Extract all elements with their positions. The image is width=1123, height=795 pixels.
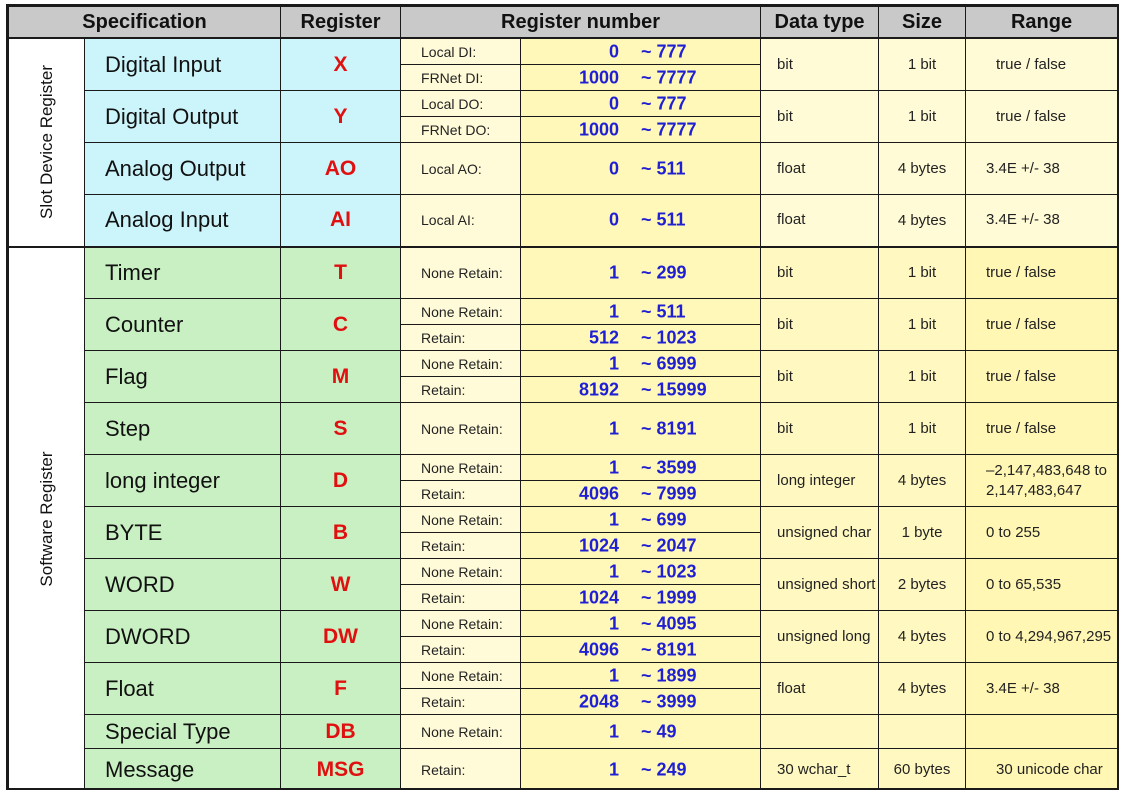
group-label-text: Slot Device Register — [36, 65, 56, 220]
data-type: bit — [761, 351, 879, 403]
range-end: ~ 3999 — [641, 691, 697, 711]
register-code: C — [281, 299, 401, 351]
range-end: ~ 511 — [641, 158, 686, 178]
data-type: bit — [761, 38, 879, 91]
range-start: 0 — [609, 209, 620, 230]
register-range — [521, 403, 761, 455]
value-range: 3.4E +/- 38 — [966, 143, 1118, 195]
spec-name: Special Type — [85, 715, 281, 749]
spec-name: Analog Output — [85, 143, 281, 195]
table-row — [9, 247, 1118, 299]
data-type: float — [761, 143, 879, 195]
header-range: Range — [966, 7, 1118, 39]
register-code: DB — [281, 715, 401, 749]
table-row — [9, 455, 1118, 481]
table-row — [9, 403, 1118, 455]
retain-label: Local AI: — [401, 195, 521, 247]
register-range — [521, 65, 761, 91]
spec-name: Float — [85, 663, 281, 715]
value-range: 0 to 65,535 — [966, 559, 1118, 611]
register-table-frame — [6, 4, 1119, 790]
range-end: ~ 49 — [641, 721, 677, 741]
retain-label: Local DO: — [401, 91, 521, 117]
range-end: ~ 7777 — [641, 119, 697, 139]
value-range: 3.4E +/- 38 — [966, 195, 1118, 247]
register-range — [521, 663, 761, 689]
data-type: float — [761, 195, 879, 247]
range-end: ~ 1023 — [641, 327, 697, 347]
range-start: 1000 — [578, 119, 620, 139]
table-row — [9, 715, 1118, 749]
register-code: MSG — [281, 749, 401, 791]
range-start: 4096 — [578, 483, 620, 503]
range-start: 0 — [609, 158, 620, 178]
header-register: Register — [281, 7, 401, 39]
range-start: 0 — [609, 93, 620, 113]
value-range: true / false — [966, 91, 1118, 143]
size: 1 bit — [879, 299, 966, 351]
register-range — [521, 325, 761, 351]
data-type: bit — [761, 247, 879, 299]
retain-label: Local DI: — [401, 38, 521, 65]
range-end: ~ 15999 — [641, 379, 707, 399]
register-code: M — [281, 351, 401, 403]
retain-label: Retain: — [401, 689, 521, 715]
range-end: ~ 7777 — [641, 67, 697, 87]
register-code: X — [281, 38, 401, 91]
range-start: 1 — [609, 561, 620, 581]
range-end: ~ 3599 — [641, 457, 697, 477]
spec-name: BYTE — [85, 507, 281, 559]
size: 4 bytes — [879, 663, 966, 715]
register-code: T — [281, 247, 401, 299]
spec-name: Flag — [85, 351, 281, 403]
retain-label: Retain: — [401, 533, 521, 559]
register-range — [521, 637, 761, 663]
value-range: true / false — [966, 247, 1118, 299]
range-end: ~ 8191 — [641, 639, 697, 659]
spec-name: Step — [85, 403, 281, 455]
range-start: 1 — [609, 418, 620, 438]
register-table — [8, 6, 1118, 790]
range-end: ~ 4095 — [641, 613, 697, 633]
range-start: 0 — [609, 41, 620, 61]
register-range — [521, 195, 761, 247]
register-range — [521, 507, 761, 533]
retain-label: None Retain: — [401, 299, 521, 325]
range-end: ~ 511 — [641, 209, 686, 230]
range-end: ~ 1899 — [641, 665, 697, 685]
range-start: 1024 — [578, 535, 620, 555]
spec-name: long integer — [85, 455, 281, 507]
retain-label: None Retain: — [401, 455, 521, 481]
retain-label: FRNet DI: — [401, 65, 521, 91]
retain-label: None Retain: — [401, 507, 521, 533]
register-range — [521, 91, 761, 117]
header-register-number: Register number — [401, 7, 761, 39]
size: 1 byte — [879, 507, 966, 559]
range-end: ~ 699 — [641, 509, 687, 529]
range-start: 1 — [609, 457, 620, 477]
table-row — [9, 91, 1118, 117]
retain-label: Retain: — [401, 481, 521, 507]
size: 4 bytes — [879, 611, 966, 663]
range-end: ~ 777 — [641, 93, 687, 113]
size: 4 bytes — [879, 143, 966, 195]
spec-name: Digital Output — [85, 91, 281, 143]
register-range — [521, 533, 761, 559]
register-range — [521, 455, 761, 481]
table-row — [9, 38, 1118, 65]
size: 1 bit — [879, 91, 966, 143]
data-type: bit — [761, 403, 879, 455]
register-code: Y — [281, 91, 401, 143]
register-range — [521, 377, 761, 403]
size: 2 bytes — [879, 559, 966, 611]
spec-name: WORD — [85, 559, 281, 611]
data-type: unsigned long — [761, 611, 879, 663]
size: 1 bit — [879, 247, 966, 299]
table-row — [9, 195, 1118, 247]
retain-label: None Retain: — [401, 715, 521, 749]
size: 1 bit — [879, 351, 966, 403]
register-range — [521, 299, 761, 325]
group-label-software — [9, 247, 85, 791]
range-start: 1 — [609, 721, 620, 741]
range-end: ~ 777 — [641, 41, 687, 61]
group-label-text: Software Register — [36, 451, 56, 587]
range-end: ~ 8191 — [641, 418, 697, 438]
retain-label: None Retain: — [401, 403, 521, 455]
data-type — [761, 715, 879, 749]
range-end: ~ 2047 — [641, 535, 697, 555]
register-code: AO — [281, 143, 401, 195]
data-type: long integer — [761, 455, 879, 507]
retain-label: Retain: — [401, 585, 521, 611]
range-start: 1000 — [578, 67, 620, 87]
range-end: ~ 299 — [641, 262, 687, 283]
header-row — [9, 7, 1118, 39]
register-code: B — [281, 507, 401, 559]
range-start: 2048 — [578, 691, 620, 711]
value-range: 0 to 4,294,967,295 — [966, 611, 1118, 663]
register-range — [521, 689, 761, 715]
header-data-type: Data type — [761, 7, 879, 39]
register-code: F — [281, 663, 401, 715]
value-range — [966, 715, 1118, 749]
size: 4 bytes — [879, 455, 966, 507]
range-start: 1 — [609, 665, 620, 685]
register-range — [521, 715, 761, 749]
range-start: 1 — [609, 613, 620, 633]
value-range: true / false — [966, 299, 1118, 351]
register-range — [521, 247, 761, 299]
register-code: DW — [281, 611, 401, 663]
register-range — [521, 351, 761, 377]
register-range — [521, 611, 761, 637]
data-type: 30 wchar_t — [761, 749, 879, 791]
value-range: true / false — [966, 38, 1118, 91]
range-start: 1024 — [578, 587, 620, 607]
range-end: ~ 7999 — [641, 483, 697, 503]
data-type: bit — [761, 299, 879, 351]
retain-label: Retain: — [401, 377, 521, 403]
value-range: 3.4E +/- 38 — [966, 663, 1118, 715]
range-start: 1 — [609, 301, 620, 321]
table-row — [9, 749, 1118, 791]
retain-label: Retain: — [401, 749, 521, 791]
size: 1 bit — [879, 38, 966, 91]
value-range: 30 unicode char — [966, 749, 1118, 791]
register-range — [521, 585, 761, 611]
range-start: 1 — [609, 759, 620, 779]
size: 1 bit — [879, 403, 966, 455]
table-row — [9, 507, 1118, 533]
retain-label: None Retain: — [401, 351, 521, 377]
retain-label: Retain: — [401, 637, 521, 663]
spec-name: Message — [85, 749, 281, 791]
register-range — [521, 559, 761, 585]
range-end: ~ 1999 — [641, 587, 697, 607]
size: 4 bytes — [879, 195, 966, 247]
register-range — [521, 38, 761, 65]
value-range: –2,147,483,648 to 2,147,483,647 — [966, 455, 1118, 507]
range-start: 1 — [609, 353, 620, 373]
spec-name: DWORD — [85, 611, 281, 663]
register-table-body — [9, 38, 1118, 790]
table-row — [9, 611, 1118, 637]
range-end: ~ 249 — [641, 759, 687, 779]
range-start: 4096 — [578, 639, 620, 659]
register-range — [521, 143, 761, 195]
range-end: ~ 1023 — [641, 561, 697, 581]
table-row — [9, 351, 1118, 377]
register-range — [521, 749, 761, 791]
retain-label: FRNet DO: — [401, 117, 521, 143]
range-end: ~ 6999 — [641, 353, 697, 373]
range-start: 1 — [609, 509, 620, 529]
data-type: float — [761, 663, 879, 715]
register-code: S — [281, 403, 401, 455]
range-start: 1 — [609, 262, 620, 283]
table-row — [9, 299, 1118, 325]
data-type: unsigned short — [761, 559, 879, 611]
spec-name: Counter — [85, 299, 281, 351]
range-start: 8192 — [578, 379, 620, 399]
register-range — [521, 481, 761, 507]
spec-name: Analog Input — [85, 195, 281, 247]
data-type: bit — [761, 91, 879, 143]
value-range: true / false — [966, 403, 1118, 455]
range-end: ~ 511 — [641, 301, 686, 321]
retain-label: Retain: — [401, 325, 521, 351]
register-code: D — [281, 455, 401, 507]
spec-name: Digital Input — [85, 38, 281, 91]
range-start: 512 — [588, 327, 620, 347]
value-range: 0 to 255 — [966, 507, 1118, 559]
size — [879, 715, 966, 749]
table-row — [9, 663, 1118, 689]
retain-label: Local AO: — [401, 143, 521, 195]
group-label-slot — [9, 38, 85, 247]
retain-label: None Retain: — [401, 663, 521, 689]
value-range: true / false — [966, 351, 1118, 403]
table-row — [9, 143, 1118, 195]
data-type: unsigned char — [761, 507, 879, 559]
retain-label: None Retain: — [401, 611, 521, 637]
register-code: AI — [281, 195, 401, 247]
size: 60 bytes — [879, 749, 966, 791]
register-code: W — [281, 559, 401, 611]
spec-name: Timer — [85, 247, 281, 299]
retain-label: None Retain: — [401, 559, 521, 585]
header-size: Size — [879, 7, 966, 39]
retain-label: None Retain: — [401, 247, 521, 299]
header-specification: Specification — [9, 7, 281, 39]
register-range — [521, 117, 761, 143]
table-row — [9, 559, 1118, 585]
